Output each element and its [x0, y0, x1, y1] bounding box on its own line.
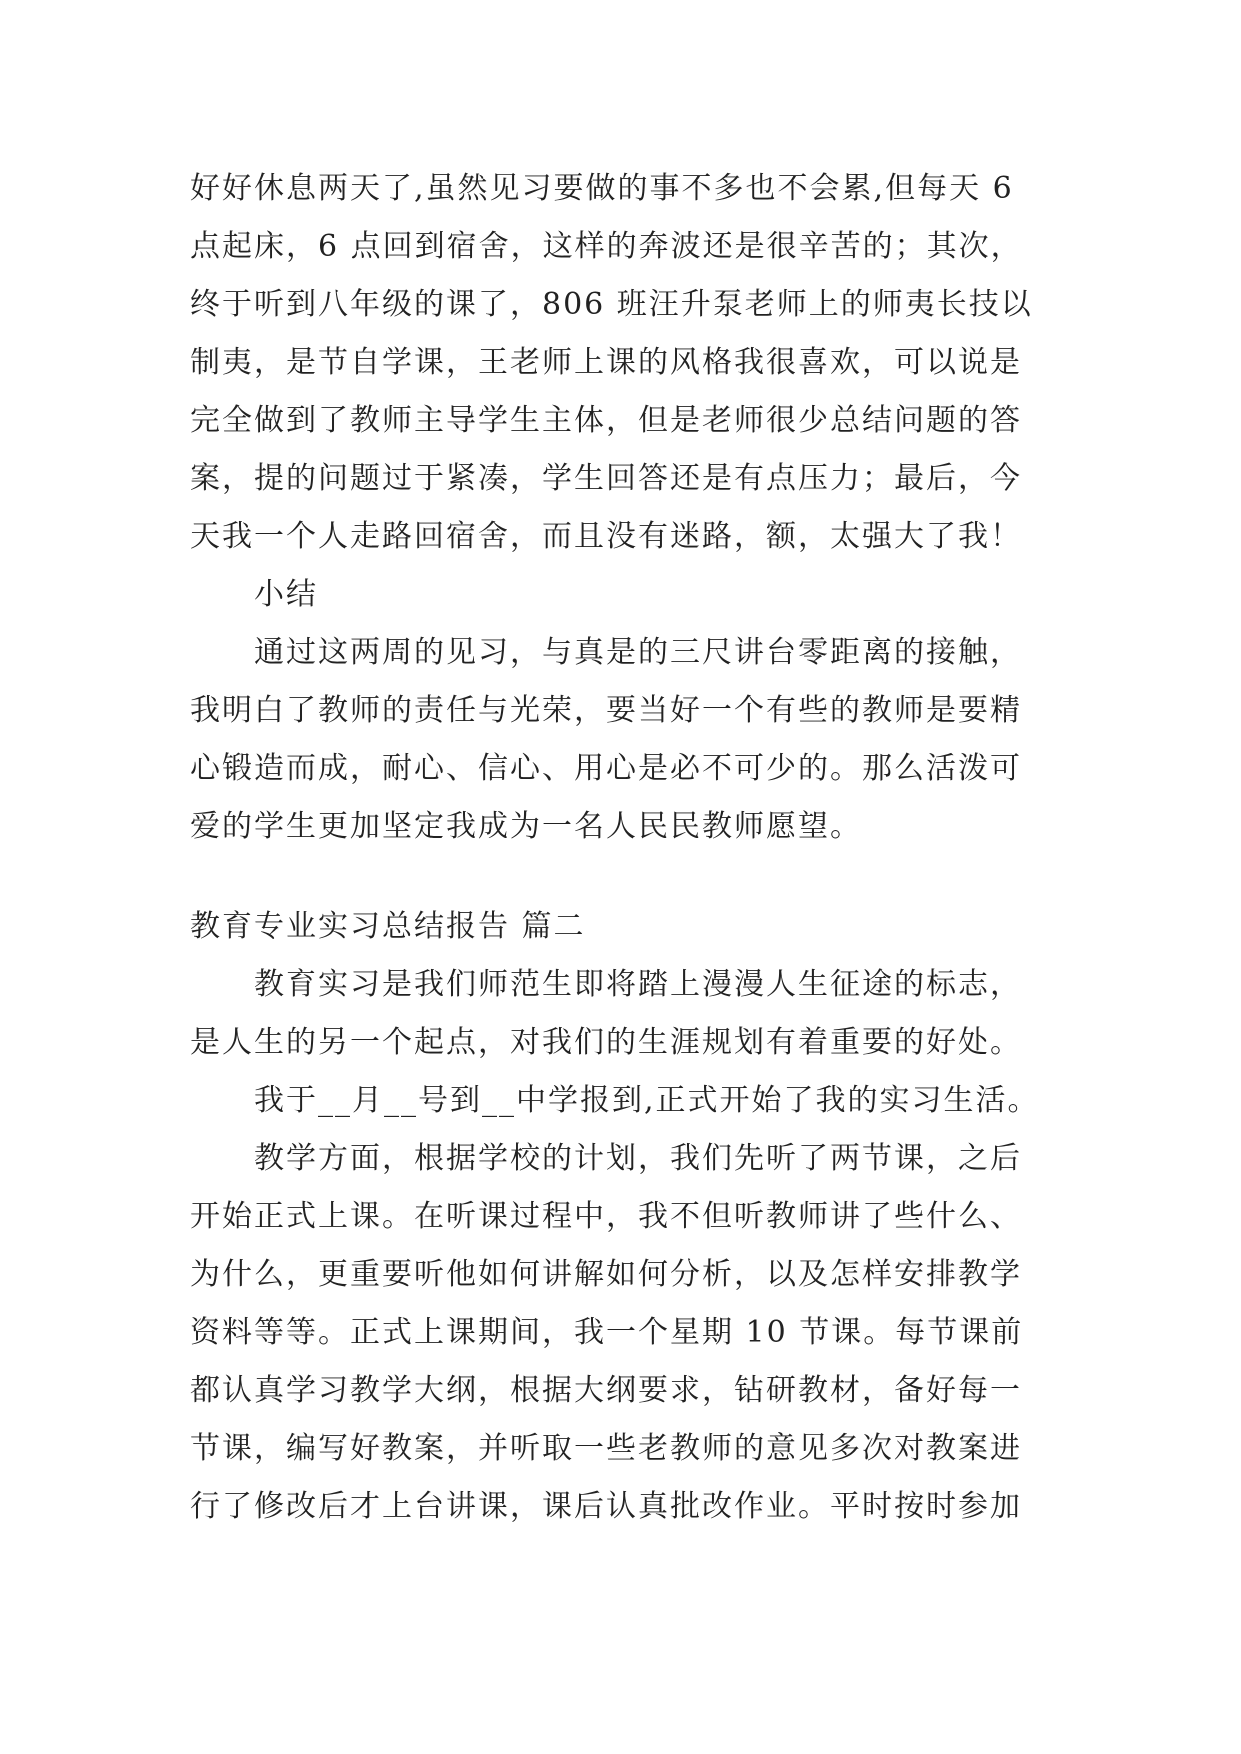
- teaching-line: 教学方面，根据学校的计划，我们先听了两节课，之后: [254, 1141, 1022, 1176]
- paragraph-line: 完全做到了教师主导学生主体，但是老师很少总结问题的答: [190, 403, 1022, 438]
- summary-line: 爱的学生更加坚定我成为一名人民民教师愿望。: [190, 809, 862, 844]
- teaching-line: 都认真学习教学大纲，根据大纲要求，钻研教材，备好每一: [190, 1373, 1022, 1408]
- summary-heading: 小结: [254, 577, 318, 612]
- paragraph-line: 好好休息两天了,虽然见习要做的事不多也不会累,但每天 6: [190, 171, 1014, 206]
- teaching-line: 为什么，更重要听他如何讲解如何分析，以及怎样安排教学: [190, 1257, 1022, 1292]
- summary-line: 我明白了教师的责任与光荣，要当好一个有些的教师是要精: [190, 693, 1022, 728]
- paragraph-line: 点起床，6 点回到宿舍，这样的奔波还是很辛苦的；其次，: [190, 229, 1023, 264]
- teaching-line: 开始正式上课。在听课过程中，我不但听教师讲了些什么、: [190, 1199, 1022, 1234]
- report-line: 我于__月__号到__中学报到,正式开始了我的实习生活。: [254, 1083, 1040, 1118]
- paragraph-line: 天我一个人走路回宿舍，而且没有迷路，额，太强大了我！: [190, 519, 1022, 554]
- paragraph-line: 案，提的问题过于紧凑，学生回答还是有点压力；最后，今: [190, 461, 1022, 496]
- intro-line: 教育实习是我们师范生即将踏上漫漫人生征途的标志，: [254, 967, 1022, 1002]
- teaching-line: 行了修改后才上台讲课，课后认真批改作业。平时按时参加: [190, 1489, 1022, 1524]
- section2-text-block: [190, 898, 1070, 1536]
- section1-text-block: [190, 160, 1070, 856]
- intro-line: 是人生的另一个起点，对我们的生涯规划有着重要的好处。: [190, 1025, 1022, 1060]
- paragraph-line: 终于听到八年级的课了，806 班汪升泵老师上的师夷长技以: [190, 287, 1033, 322]
- summary-line: 通过这两周的见习，与真是的三尺讲台零距离的接触，: [254, 635, 1022, 670]
- summary-line: 心锻造而成，耐心、信心、用心是必不可少的。那么活泼可: [190, 751, 1022, 786]
- teaching-line: 节课，编写好教案，并听取一些老教师的意见多次对教案进: [190, 1431, 1022, 1466]
- section-title: 教育专业实习总结报告 篇二: [190, 909, 586, 944]
- teaching-line: 资料等等。正式上课期间，我一个星期 10 节课。每节课前: [190, 1315, 1024, 1350]
- paragraph-line: 制夷，是节自学课，王老师上课的风格我很喜欢，可以说是: [190, 345, 1022, 380]
